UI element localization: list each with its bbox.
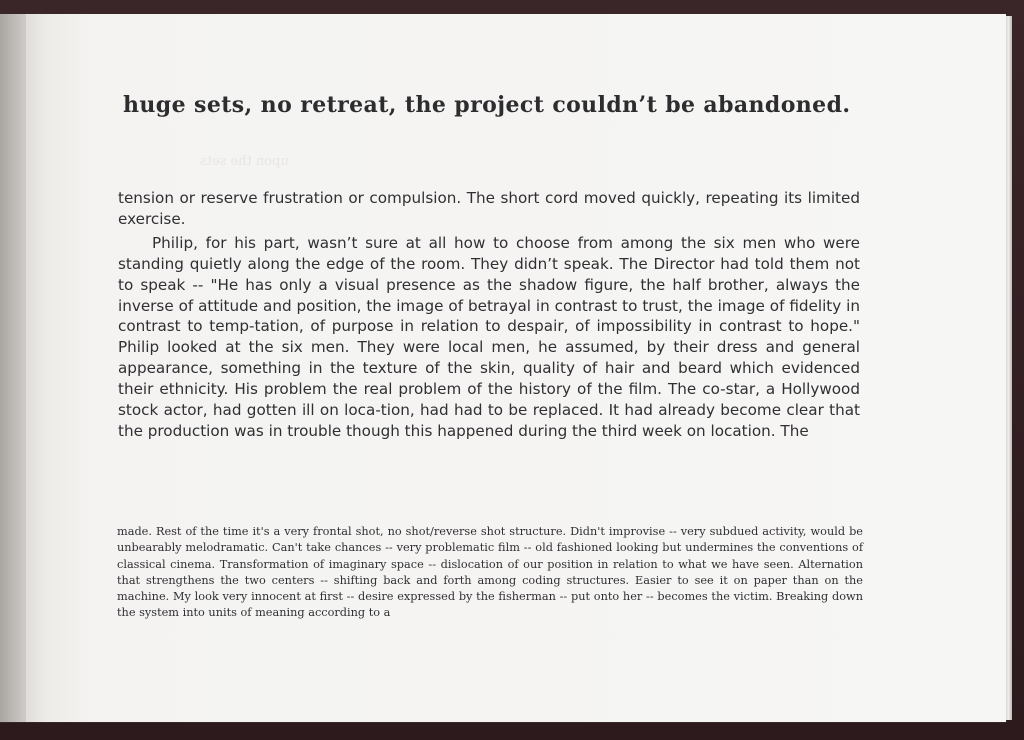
main-text	[118, 188, 860, 445]
page-heading: huge sets, no retreat, the project couldn’t be abandoned.	[123, 92, 851, 118]
page-gutter	[0, 14, 26, 722]
notes-text	[117, 524, 863, 622]
paragraph-continuation: tension or reserve frustration or compulsion. The short cord moved quickly, repeating its limited exercise.	[118, 189, 860, 228]
bleed-through-text: upon the sets	[200, 154, 289, 169]
paragraph-philip: Philip, for his part, wasn’t sure at all how to choose from among the six men who were standing quietly along the edge of the room. They didn’t speak. The Director had told them not to speak -- "He has only a visual presence as the shadow figure, the half brother, always the inverse of attitude and position, the image of betrayal in contrast to trust, the image of fidelity in contrast to temp-tation, of purpose in relation to despair, of impossibility in contrast to hope." Philip looked at the six men. They were local men, he assumed, by their dress and general appearance, something in the texture of the skin, quality of hair and beard which evidenced their ethnicity. His problem the real problem of the history of the film. The co-star, a Hollywood stock actor, had gotten ill on loca-tion, had had to be replaced. It had already become clear that the production was in trouble though this happened during the third week on location. The	[118, 233, 860, 440]
book-page	[0, 14, 1006, 722]
notes-paragraph: made. Rest of the time it's a very frontal shot, no shot/reverse shot structure. Didn't improvise -- very subdued activity, would be unbearably melodramatic. Can't take chances -- very problematic film -- old fashioned looking but undermines the conventions of classical cinema. Transformation of imaginary space -- dislocation of our position in relation to what we have seen. Alternation that strengthens the two centers -- shifting back and forth among coding structures. Easier to see it on paper than on the machine. My look very innocent at first -- desire expressed by the fisherman -- put onto her -- becomes the victim. Breaking down the system into units of meaning according to a	[117, 525, 863, 620]
